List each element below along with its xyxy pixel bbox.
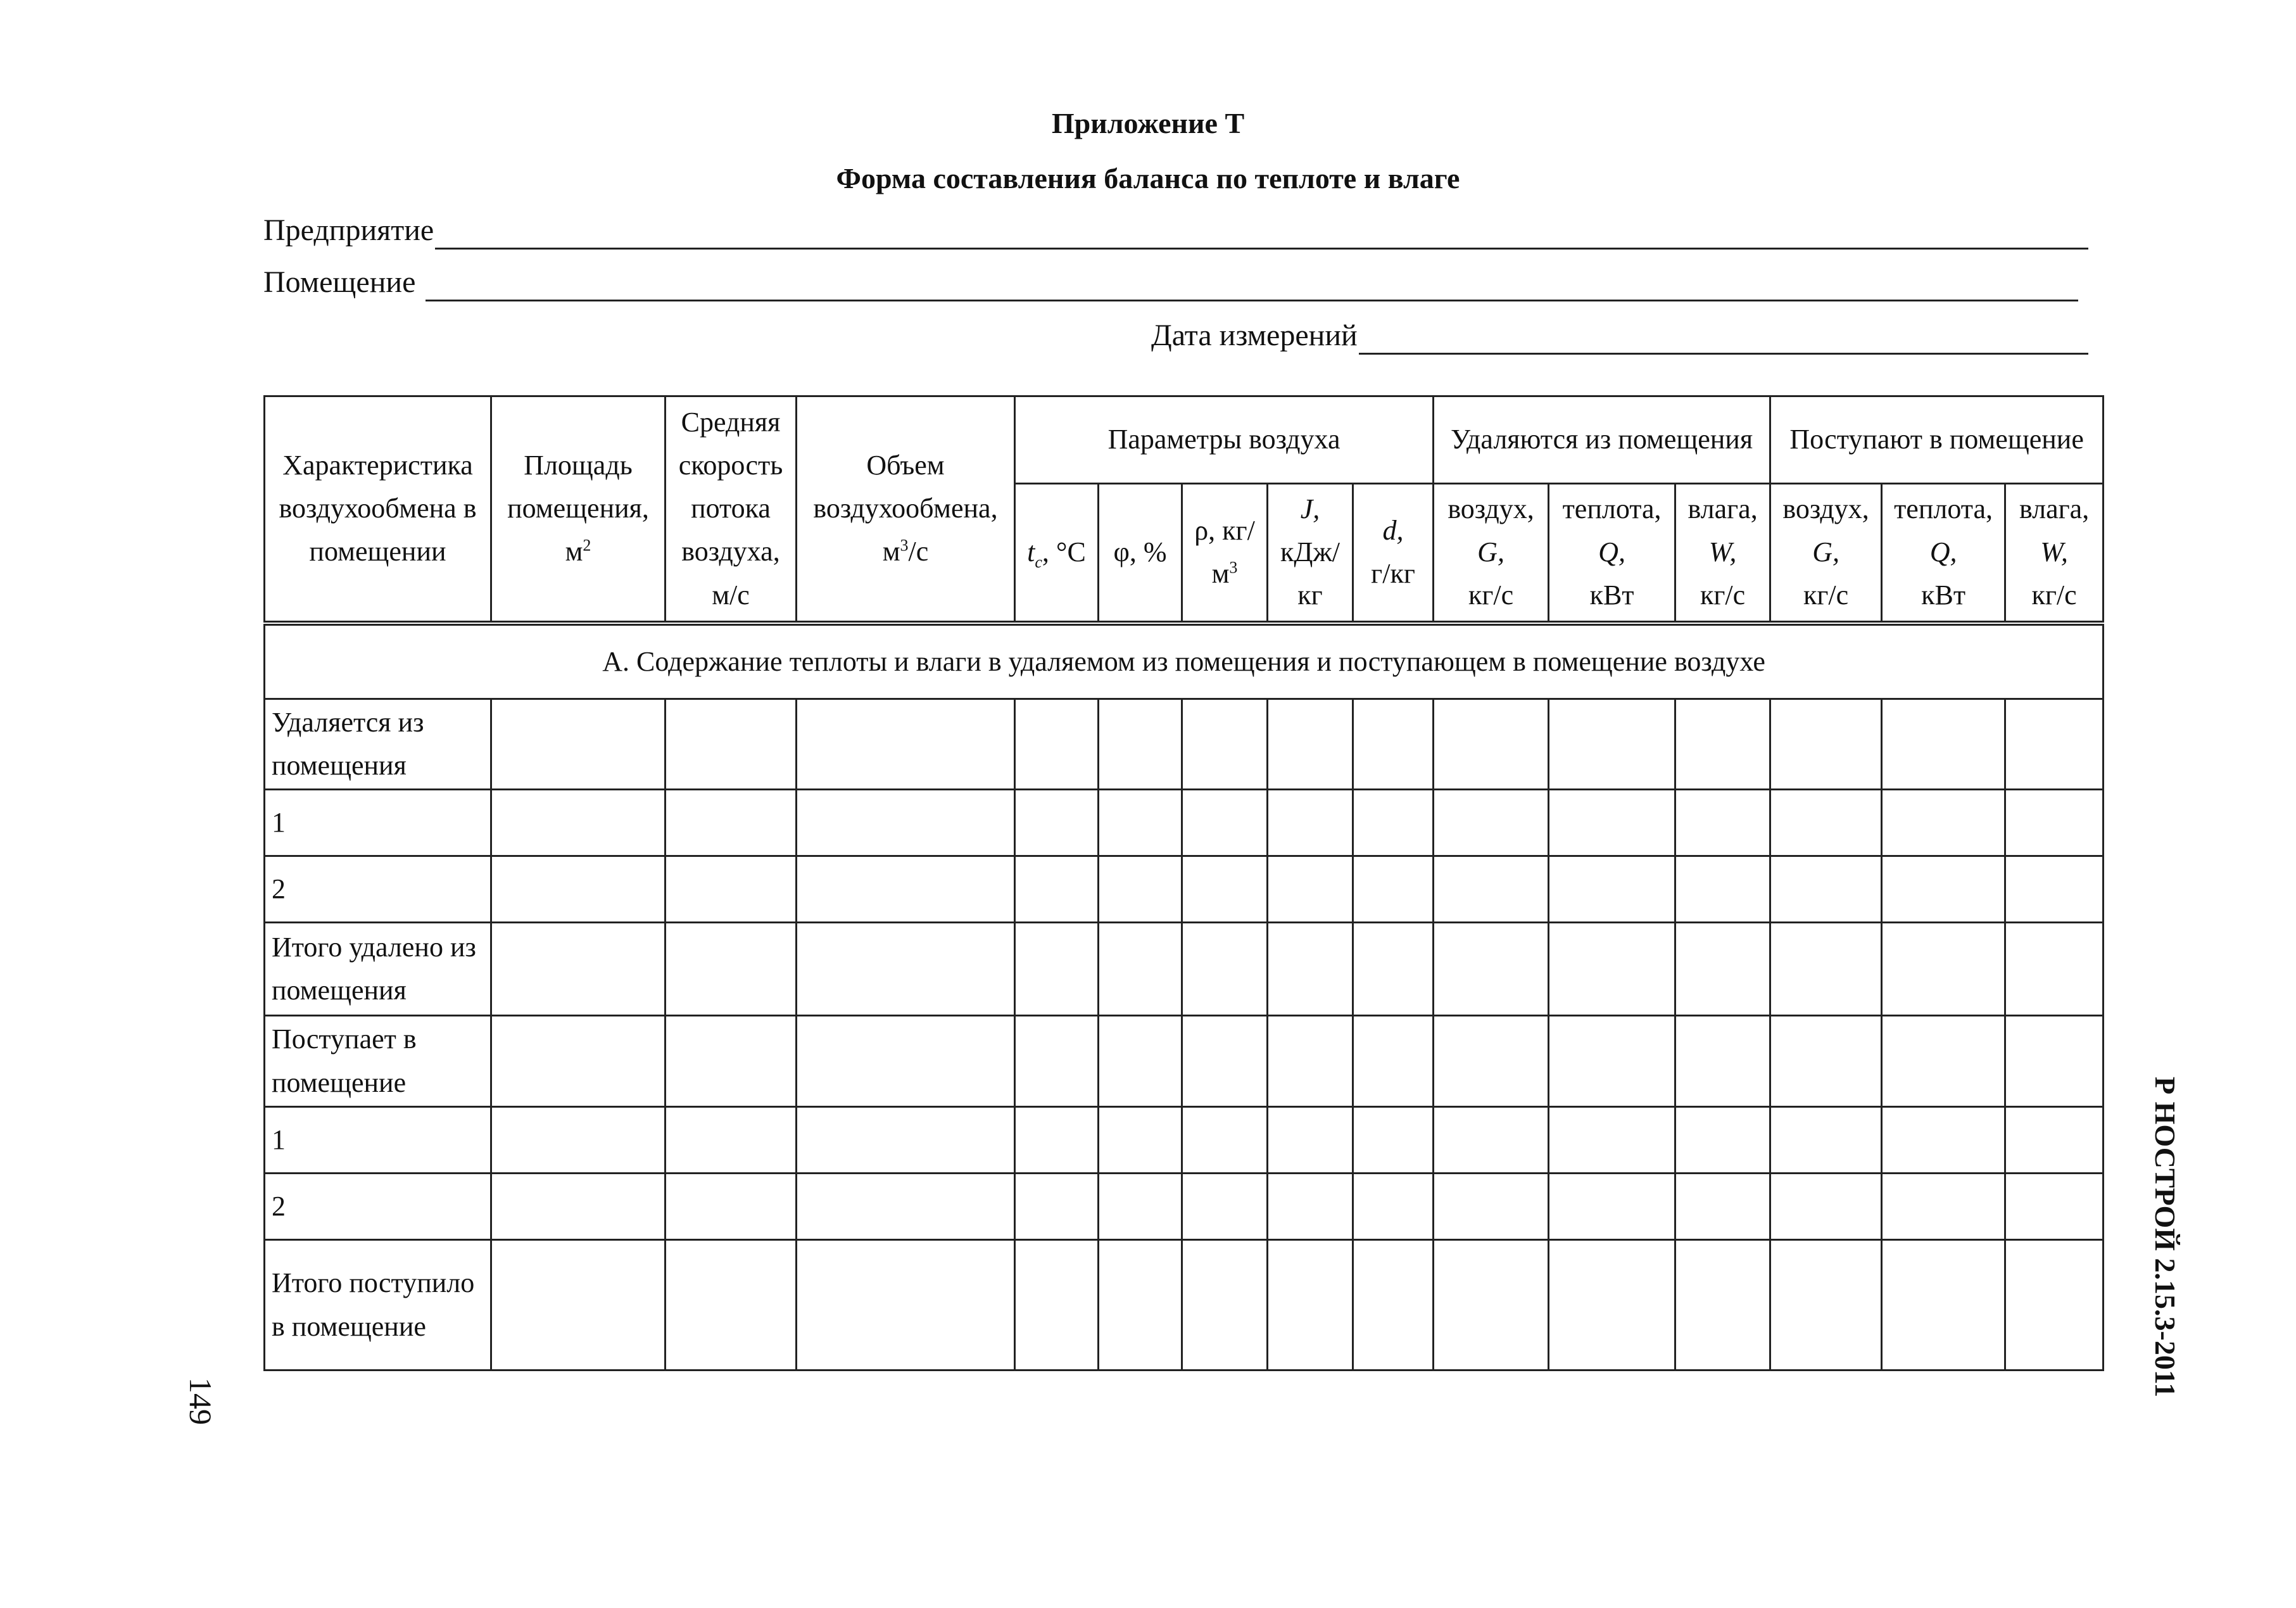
room-blank-line <box>426 269 2078 301</box>
header-supplied-group: Поступают в помещение <box>1770 396 2104 484</box>
table-row <box>265 1016 2104 1107</box>
appendix-label: Приложение Т <box>1051 107 1245 139</box>
header-density: ρ, $кг/м^3$ <box>1182 484 1268 623</box>
header-temperature: $t_c$, °C <box>1015 484 1099 623</box>
page-number: 149 <box>183 1377 218 1425</box>
enterprise-label: Предприятие <box>263 213 434 247</box>
header-removed-moisture: влага, W, кг/с <box>1675 484 1770 623</box>
header-removed-heat: теплота, Q, кВт <box>1549 484 1675 623</box>
section-a-row <box>265 623 2104 699</box>
row-label: Поступает в помещение <box>265 1016 491 1107</box>
enterprise-blank-line <box>435 217 2088 250</box>
header-row-1 <box>265 396 2104 484</box>
date-field <box>1151 317 2088 355</box>
header-humidity: φ, % <box>1099 484 1182 623</box>
row-label: Итого поступило в помещение <box>265 1240 491 1371</box>
header-removed-air: воздух, G, кг/с <box>1434 484 1549 623</box>
table-row <box>265 856 2104 923</box>
table-row <box>265 1240 2104 1371</box>
table-row <box>265 699 2104 790</box>
table-row <box>265 1174 2104 1240</box>
row-label: 2 <box>265 856 491 923</box>
header-removed-group: Удаляются из помещения <box>1434 396 1770 484</box>
header-characteristic: Характеристика воздухообмена в помещении <box>265 396 491 623</box>
header-avg-speed: Средняя скорость потока воздуха, м/с <box>665 396 797 623</box>
date-label: Дата измерений <box>1151 319 1358 352</box>
header-supplied-heat: теплота, Q, кВт <box>1882 484 2005 623</box>
row-label: 2 <box>265 1174 491 1240</box>
section-a-caption: А. Содержание теплоты и влаги в удаляемом из помещения и поступающем в помещение воздухе <box>265 623 2104 699</box>
form-title: Форма составления баланса по теплоте и влаге <box>836 162 1460 194</box>
row-label: Удаляется из помещения <box>265 699 491 790</box>
header-enthalpy: J, кДж/кг <box>1268 484 1353 623</box>
room-field <box>263 263 2078 301</box>
header-supplied-air: воздух, G, кг/с <box>1770 484 1882 623</box>
date-blank-line <box>1359 322 2088 355</box>
heat-moisture-balance-table <box>263 395 2104 1371</box>
row-label: 1 <box>265 1107 491 1174</box>
header-supplied-moisture: влага, W, кг/с <box>2005 484 2104 623</box>
header-area: Площадь помещения, $м^2$ <box>491 396 665 623</box>
header-air-parameters: Параметры воздуха <box>1015 396 1434 484</box>
table-row <box>265 923 2104 1016</box>
header-volume: Объем воздухообмена, $м^3/с$ <box>797 396 1015 623</box>
enterprise-field <box>263 212 2088 250</box>
table-row <box>265 1107 2104 1174</box>
header-moisture-content: d, г/кг <box>1353 484 1434 623</box>
document-code: Р НОСТРОЙ 2.15.3-2011 <box>2149 1077 2181 1398</box>
row-label: Итого удалено из помещения <box>265 923 491 1016</box>
room-label: Помещение <box>263 265 416 299</box>
row-label: 1 <box>265 790 491 856</box>
table-row <box>265 790 2104 856</box>
